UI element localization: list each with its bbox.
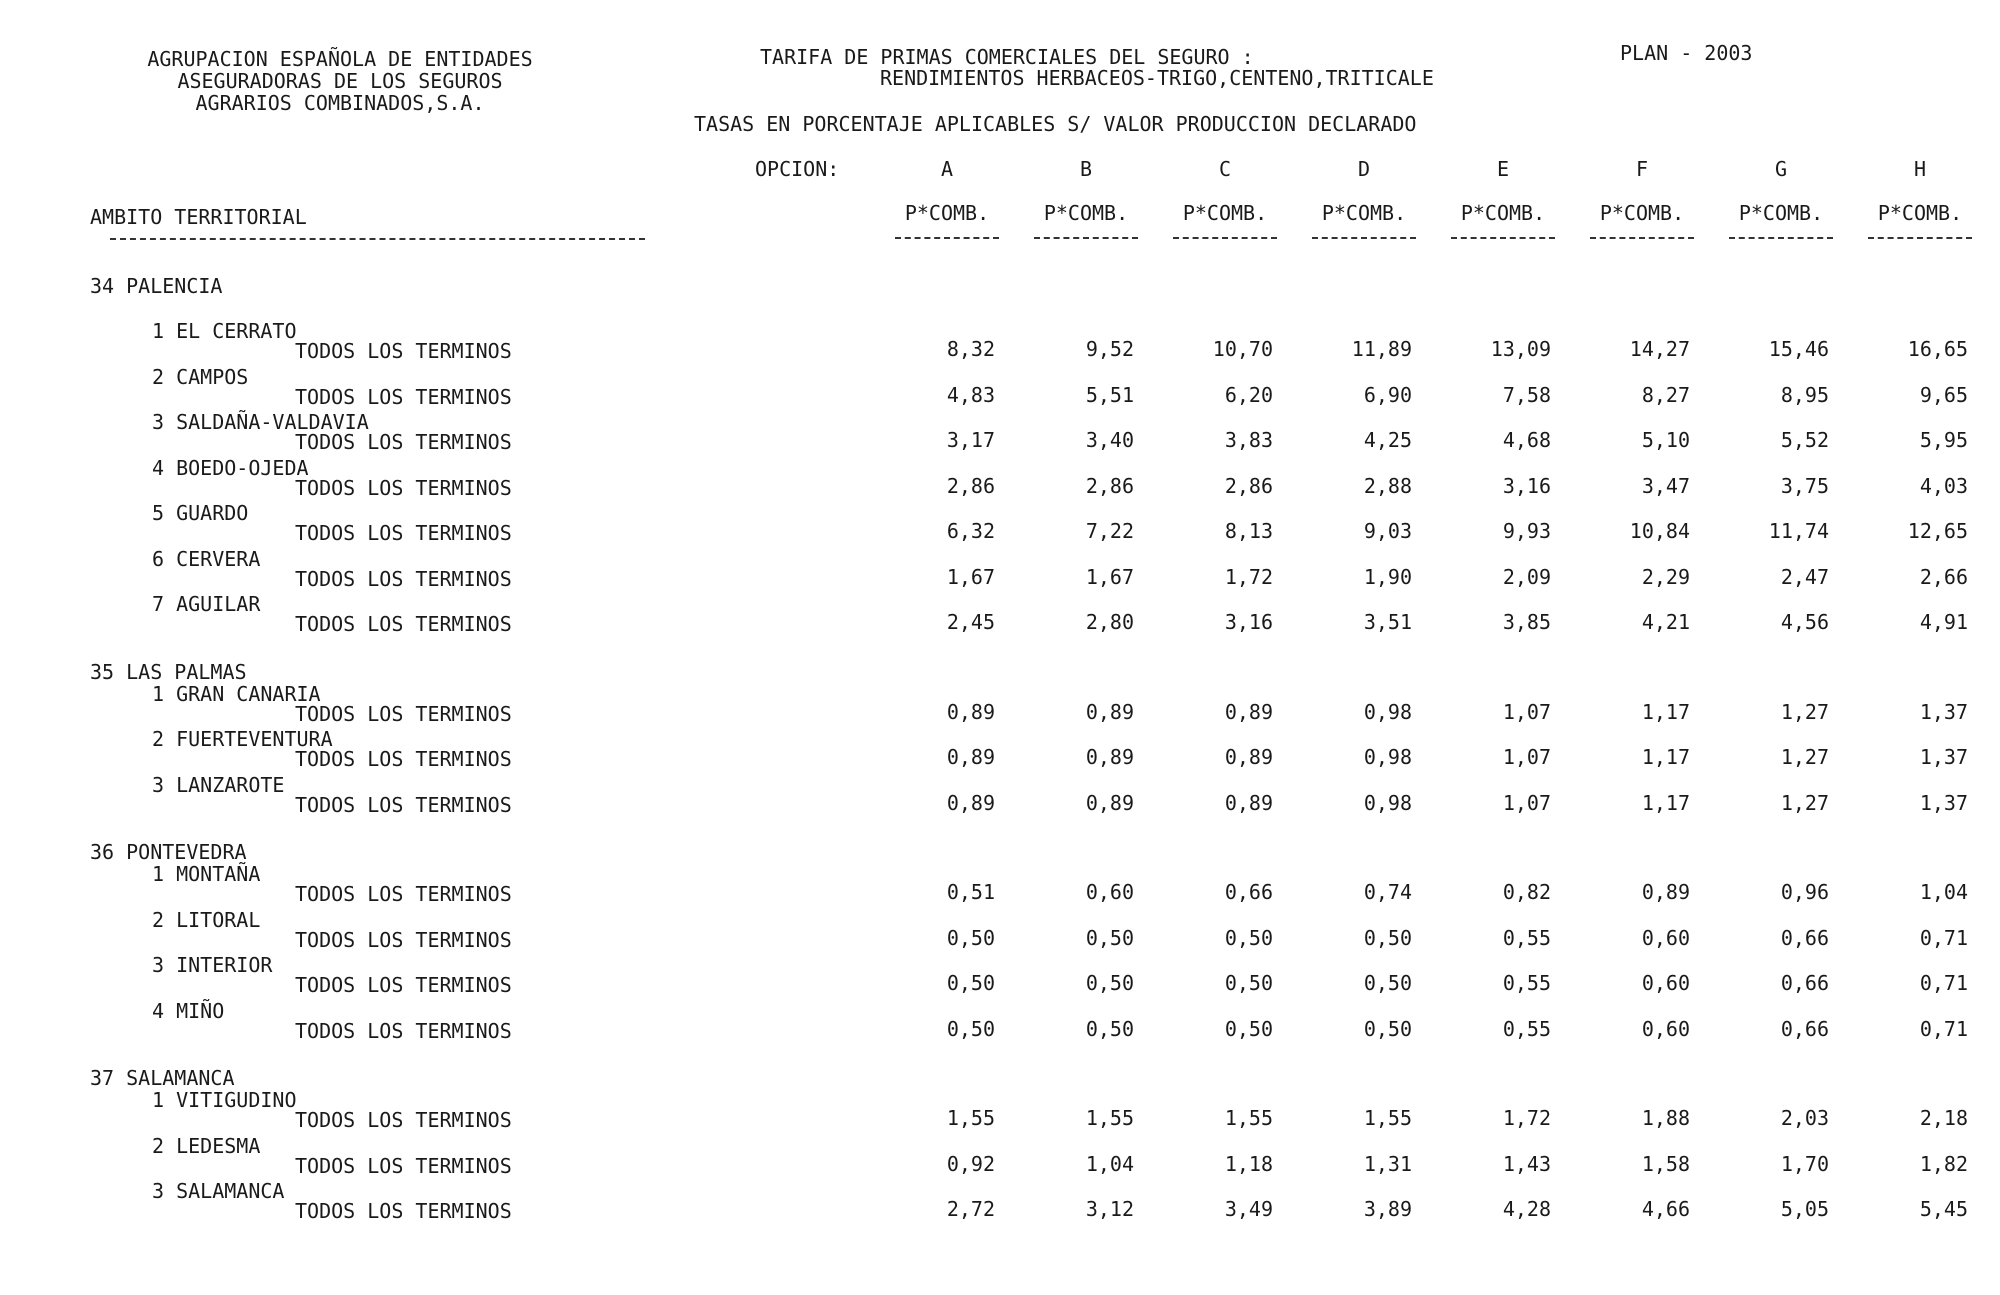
option-letter-h: H <box>1913 157 1927 181</box>
column-header-underline <box>1312 237 1416 239</box>
rate-cell-c: 3,49 <box>1224 1197 1273 1221</box>
terms-label: TODOS LOS TERMINOS <box>295 1153 512 1178</box>
region-name: 6 CERVERA <box>152 546 261 571</box>
column-header-underline <box>1729 237 1833 239</box>
org-name-line-3: AGRARIOS COMBINADOS,S.A. <box>195 91 485 115</box>
rate-cell-d: 1,90 <box>1363 564 1412 589</box>
rate-cell-g: 2,47 <box>1780 564 1829 589</box>
rate-cell-d: 0,98 <box>1363 699 1412 724</box>
province-name: 37 SALAMANCA <box>90 1066 235 1090</box>
terms-label: TODOS LOS TERMINOS <box>295 339 512 363</box>
rate-cell-a: 1,55 <box>946 1106 995 1130</box>
rate-cell-g: 0,66 <box>1780 925 1829 950</box>
rate-cell-g: 11,74 <box>1768 519 1829 543</box>
option-label: OPCION: <box>755 157 840 181</box>
column-header-underline <box>1590 237 1694 239</box>
rate-cell-b: 2,80 <box>1085 610 1134 634</box>
rate-cell-b: 1,55 <box>1085 1106 1134 1130</box>
rate-cell-c: 2,86 <box>1224 473 1273 498</box>
rate-cell-f: 3,47 <box>1641 473 1690 498</box>
tariff-title: TARIFA DE PRIMAS COMERCIALES DEL SEGURO : <box>760 45 1254 69</box>
rate-cell-b: 0,50 <box>1085 971 1134 995</box>
rate-cell-a: 6,32 <box>946 519 995 543</box>
rate-cell-h: 0,71 <box>1919 925 1968 950</box>
terms-label: TODOS LOS TERMINOS <box>295 430 512 454</box>
rate-cell-f: 0,60 <box>1641 971 1690 995</box>
rate-cell-f: 2,29 <box>1641 564 1690 589</box>
rate-cell-c: 1,55 <box>1224 1106 1273 1130</box>
rate-cell-d: 4,25 <box>1363 428 1412 452</box>
rate-cell-b: 1,04 <box>1085 1151 1134 1176</box>
rate-cell-a: 1,67 <box>946 564 995 589</box>
column-header-g: P*COMB. <box>1738 201 1824 225</box>
rate-cell-a: 0,50 <box>946 971 995 995</box>
region-name: 3 SALAMANCA <box>152 1179 285 1203</box>
rate-cell-h: 1,37 <box>1919 699 1968 724</box>
terms-label: TODOS LOS TERMINOS <box>295 927 512 952</box>
rate-cell-f: 5,10 <box>1641 428 1690 452</box>
region-name: 5 GUARDO <box>152 501 249 525</box>
rate-cell-f: 4,21 <box>1641 610 1690 634</box>
province-name: 35 LAS PALMAS <box>90 659 247 684</box>
terms-label: TODOS LOS TERMINOS <box>295 566 512 591</box>
rate-cell-b: 3,40 <box>1085 428 1134 452</box>
rate-cell-f: 14,27 <box>1629 337 1690 361</box>
terms-label: TODOS LOS TERMINOS <box>295 882 512 906</box>
rate-cell-e: 1,07 <box>1502 699 1551 724</box>
rate-cell-f: 4,66 <box>1641 1197 1690 1221</box>
rate-cell-d: 3,89 <box>1363 1197 1412 1221</box>
rate-cell-a: 3,17 <box>946 428 995 452</box>
rate-cell-b: 0,60 <box>1085 880 1134 904</box>
rate-cell-d: 9,03 <box>1363 519 1412 543</box>
rate-cell-e: 1,43 <box>1502 1151 1551 1176</box>
rate-cell-g: 2,03 <box>1780 1106 1829 1130</box>
rate-cell-g: 0,66 <box>1780 971 1829 995</box>
ambito-underline <box>110 238 645 240</box>
rate-cell-g: 15,46 <box>1768 337 1829 361</box>
rate-cell-c: 0,50 <box>1224 925 1273 950</box>
rate-cell-b: 0,50 <box>1085 1016 1134 1041</box>
column-header-f: P*COMB. <box>1599 201 1685 225</box>
plan-year: PLAN - 2003 <box>1620 41 1753 65</box>
rate-cell-a: 2,72 <box>946 1197 995 1221</box>
rate-cell-h: 0,71 <box>1919 1016 1968 1041</box>
rate-cell-c: 0,50 <box>1224 971 1273 995</box>
region-name: 1 VITIGUDINO <box>152 1088 297 1112</box>
region-name: 2 LITORAL <box>152 907 261 932</box>
column-header-a: P*COMB. <box>904 201 990 225</box>
rate-cell-c: 8,13 <box>1224 519 1273 543</box>
rate-cell-c: 3,83 <box>1224 428 1273 452</box>
rate-cell-c: 0,89 <box>1224 699 1273 724</box>
rate-cell-a: 8,32 <box>946 337 995 361</box>
column-header-underline <box>1173 237 1277 239</box>
rate-cell-c: 10,70 <box>1212 337 1273 361</box>
option-letter-d: D <box>1357 157 1371 181</box>
rate-cell-d: 1,55 <box>1363 1106 1412 1130</box>
province-name: 34 PALENCIA <box>90 274 223 298</box>
rate-cell-g: 3,75 <box>1780 473 1829 498</box>
column-header-underline <box>1868 237 1972 239</box>
rate-cell-a: 2,86 <box>946 473 995 498</box>
rate-cell-h: 2,18 <box>1919 1106 1968 1130</box>
rate-cell-a: 0,92 <box>946 1151 995 1176</box>
rate-cell-f: 1,17 <box>1641 790 1690 815</box>
rate-cell-b: 9,52 <box>1085 337 1134 361</box>
rate-cell-f: 0,60 <box>1641 925 1690 950</box>
column-header-d: P*COMB. <box>1321 201 1407 225</box>
option-letter-c: C <box>1218 157 1232 181</box>
rate-cell-h: 1,37 <box>1919 790 1968 815</box>
province-name: 36 PONTEVEDRA <box>90 840 247 864</box>
tariff-crop-line: RENDIMIENTOS HERBACEOS-TRIGO,CENTENO,TRITICALE <box>880 66 1434 90</box>
column-header-underline <box>1034 237 1138 239</box>
rate-cell-e: 1,07 <box>1502 790 1551 815</box>
rate-cell-d: 0,98 <box>1363 745 1412 769</box>
column-header-h: P*COMB. <box>1877 201 1963 225</box>
rate-cell-d: 0,50 <box>1363 1016 1412 1041</box>
rate-cell-a: 4,83 <box>946 382 995 407</box>
rate-cell-a: 0,51 <box>946 880 995 904</box>
region-name: 1 EL CERRATO <box>152 319 297 343</box>
rate-cell-h: 1,82 <box>1919 1151 1968 1176</box>
rate-cell-e: 13,09 <box>1490 337 1551 361</box>
rate-cell-e: 3,16 <box>1502 473 1551 498</box>
terms-label: TODOS LOS TERMINOS <box>295 792 512 817</box>
org-name-line-2: ASEGURADORAS DE LOS SEGUROS <box>177 69 503 93</box>
region-name: 3 INTERIOR <box>152 953 273 977</box>
rate-cell-e: 2,09 <box>1502 564 1551 589</box>
rate-cell-h: 1,04 <box>1919 880 1968 904</box>
rate-cell-c: 0,89 <box>1224 790 1273 815</box>
rate-cell-f: 8,27 <box>1641 382 1690 407</box>
rate-cell-b: 0,89 <box>1085 699 1134 724</box>
column-header-c: P*COMB. <box>1182 201 1268 225</box>
rate-cell-c: 6,20 <box>1224 382 1273 407</box>
rate-cell-h: 4,91 <box>1919 610 1968 634</box>
rate-cell-c: 1,72 <box>1224 564 1273 589</box>
rate-cell-g: 1,27 <box>1780 745 1829 769</box>
region-name: 2 CAMPOS <box>152 364 249 389</box>
rate-cell-b: 7,22 <box>1085 519 1134 543</box>
rate-cell-e: 1,72 <box>1502 1106 1551 1130</box>
rate-cell-c: 0,66 <box>1224 880 1273 904</box>
terms-label: TODOS LOS TERMINOS <box>295 475 512 500</box>
rate-cell-h: 12,65 <box>1907 519 1968 543</box>
rate-cell-d: 0,50 <box>1363 971 1412 995</box>
rate-cell-h: 9,65 <box>1919 382 1968 407</box>
rate-cell-e: 4,28 <box>1502 1197 1551 1221</box>
rate-cell-b: 0,50 <box>1085 925 1134 950</box>
rate-cell-e: 4,68 <box>1502 428 1551 452</box>
rate-cell-c: 3,16 <box>1224 610 1273 634</box>
rate-cell-b: 2,86 <box>1085 473 1134 498</box>
terms-label: TODOS LOS TERMINOS <box>295 1108 512 1132</box>
rate-cell-g: 5,52 <box>1780 428 1829 452</box>
option-letter-g: G <box>1774 157 1788 181</box>
region-name: 3 LANZAROTE <box>152 772 285 797</box>
rate-cell-e: 0,55 <box>1502 971 1551 995</box>
terms-label: TODOS LOS TERMINOS <box>295 521 512 545</box>
rate-cell-h: 1,37 <box>1919 745 1968 769</box>
rate-cell-g: 0,66 <box>1780 1016 1829 1041</box>
rate-cell-f: 1,17 <box>1641 699 1690 724</box>
region-name: 3 SALDAÑA-VALDAVIA <box>152 410 369 434</box>
region-name: 2 FUERTEVENTURA <box>152 727 333 751</box>
org-name-line-1: AGRUPACION ESPAÑOLA DE ENTIDADES <box>147 47 533 71</box>
rates-subtitle: TASAS EN PORCENTAJE APLICABLES S/ VALOR PRODUCCION DECLARADO <box>694 112 1417 136</box>
rate-cell-g: 5,05 <box>1780 1197 1829 1221</box>
rate-cell-g: 0,96 <box>1780 880 1829 904</box>
terms-label: TODOS LOS TERMINOS <box>295 973 512 997</box>
rate-cell-f: 1,58 <box>1641 1151 1690 1176</box>
rate-cell-a: 0,89 <box>946 790 995 815</box>
rate-cell-f: 0,60 <box>1641 1016 1690 1041</box>
rate-cell-e: 0,82 <box>1502 880 1551 904</box>
ambito-territorial-header: AMBITO TERRITORIAL <box>90 205 307 229</box>
rate-cell-d: 0,74 <box>1363 880 1412 904</box>
rate-cell-e: 1,07 <box>1502 745 1551 769</box>
rate-cell-g: 8,95 <box>1780 382 1829 407</box>
rate-cell-d: 11,89 <box>1351 337 1412 361</box>
rate-cell-g: 4,56 <box>1780 610 1829 634</box>
rate-cell-e: 0,55 <box>1502 925 1551 950</box>
rate-cell-b: 5,51 <box>1085 382 1134 407</box>
region-name: 4 BOEDO-OJEDA <box>152 455 309 480</box>
rate-cell-a: 0,89 <box>946 699 995 724</box>
region-name: 7 AGUILAR <box>152 592 261 616</box>
column-header-underline <box>895 237 999 239</box>
rate-cell-e: 3,85 <box>1502 610 1551 634</box>
rate-cell-c: 0,89 <box>1224 745 1273 769</box>
region-name: 1 MONTAÑA <box>152 862 261 886</box>
rate-cell-b: 3,12 <box>1085 1197 1134 1221</box>
terms-label: TODOS LOS TERMINOS <box>295 1199 512 1223</box>
option-letter-a: A <box>940 157 954 181</box>
rate-cell-c: 1,18 <box>1224 1151 1273 1176</box>
rate-cell-h: 0,71 <box>1919 971 1968 995</box>
rate-cell-g: 1,27 <box>1780 699 1829 724</box>
rate-cell-f: 0,89 <box>1641 880 1690 904</box>
terms-label: TODOS LOS TERMINOS <box>295 384 512 409</box>
rate-cell-d: 0,98 <box>1363 790 1412 815</box>
rate-cell-a: 0,89 <box>946 745 995 769</box>
rate-cell-a: 0,50 <box>946 1016 995 1041</box>
terms-label: TODOS LOS TERMINOS <box>295 1018 512 1043</box>
rate-cell-f: 1,17 <box>1641 745 1690 769</box>
rate-cell-f: 10,84 <box>1629 519 1690 543</box>
rate-cell-d: 1,31 <box>1363 1151 1412 1176</box>
region-name: 1 GRAN CANARIA <box>152 681 321 706</box>
option-letter-e: E <box>1496 157 1510 181</box>
option-letter-f: F <box>1635 157 1649 181</box>
rate-cell-d: 0,50 <box>1363 925 1412 950</box>
rate-cell-h: 2,66 <box>1919 564 1968 589</box>
rate-cell-c: 0,50 <box>1224 1016 1273 1041</box>
terms-label: TODOS LOS TERMINOS <box>295 747 512 771</box>
terms-label: TODOS LOS TERMINOS <box>295 612 512 636</box>
rate-cell-e: 0,55 <box>1502 1016 1551 1041</box>
rate-cell-b: 1,67 <box>1085 564 1134 589</box>
column-header-b: P*COMB. <box>1043 201 1129 225</box>
rate-cell-e: 9,93 <box>1502 519 1551 543</box>
rate-cell-g: 1,27 <box>1780 790 1829 815</box>
rate-cell-a: 2,45 <box>946 610 995 634</box>
option-letter-b: B <box>1079 157 1093 181</box>
rate-cell-e: 7,58 <box>1502 382 1551 407</box>
column-header-underline <box>1451 237 1555 239</box>
rate-cell-h: 4,03 <box>1919 473 1968 498</box>
rate-cell-a: 0,50 <box>946 925 995 950</box>
rate-cell-h: 16,65 <box>1907 337 1968 361</box>
rate-cell-d: 6,90 <box>1363 382 1412 407</box>
rate-cell-f: 1,88 <box>1641 1106 1690 1130</box>
region-name: 4 MIÑO <box>152 998 225 1023</box>
rate-cell-b: 0,89 <box>1085 745 1134 769</box>
rate-cell-h: 5,95 <box>1919 428 1968 452</box>
rate-cell-d: 2,88 <box>1363 473 1412 498</box>
rate-cell-b: 0,89 <box>1085 790 1134 815</box>
rate-cell-h: 5,45 <box>1919 1197 1968 1221</box>
region-name: 2 LEDESMA <box>152 1133 261 1158</box>
column-header-e: P*COMB. <box>1460 201 1546 225</box>
rate-cell-d: 3,51 <box>1363 610 1412 634</box>
terms-label: TODOS LOS TERMINOS <box>295 701 512 726</box>
rate-cell-g: 1,70 <box>1780 1151 1829 1176</box>
